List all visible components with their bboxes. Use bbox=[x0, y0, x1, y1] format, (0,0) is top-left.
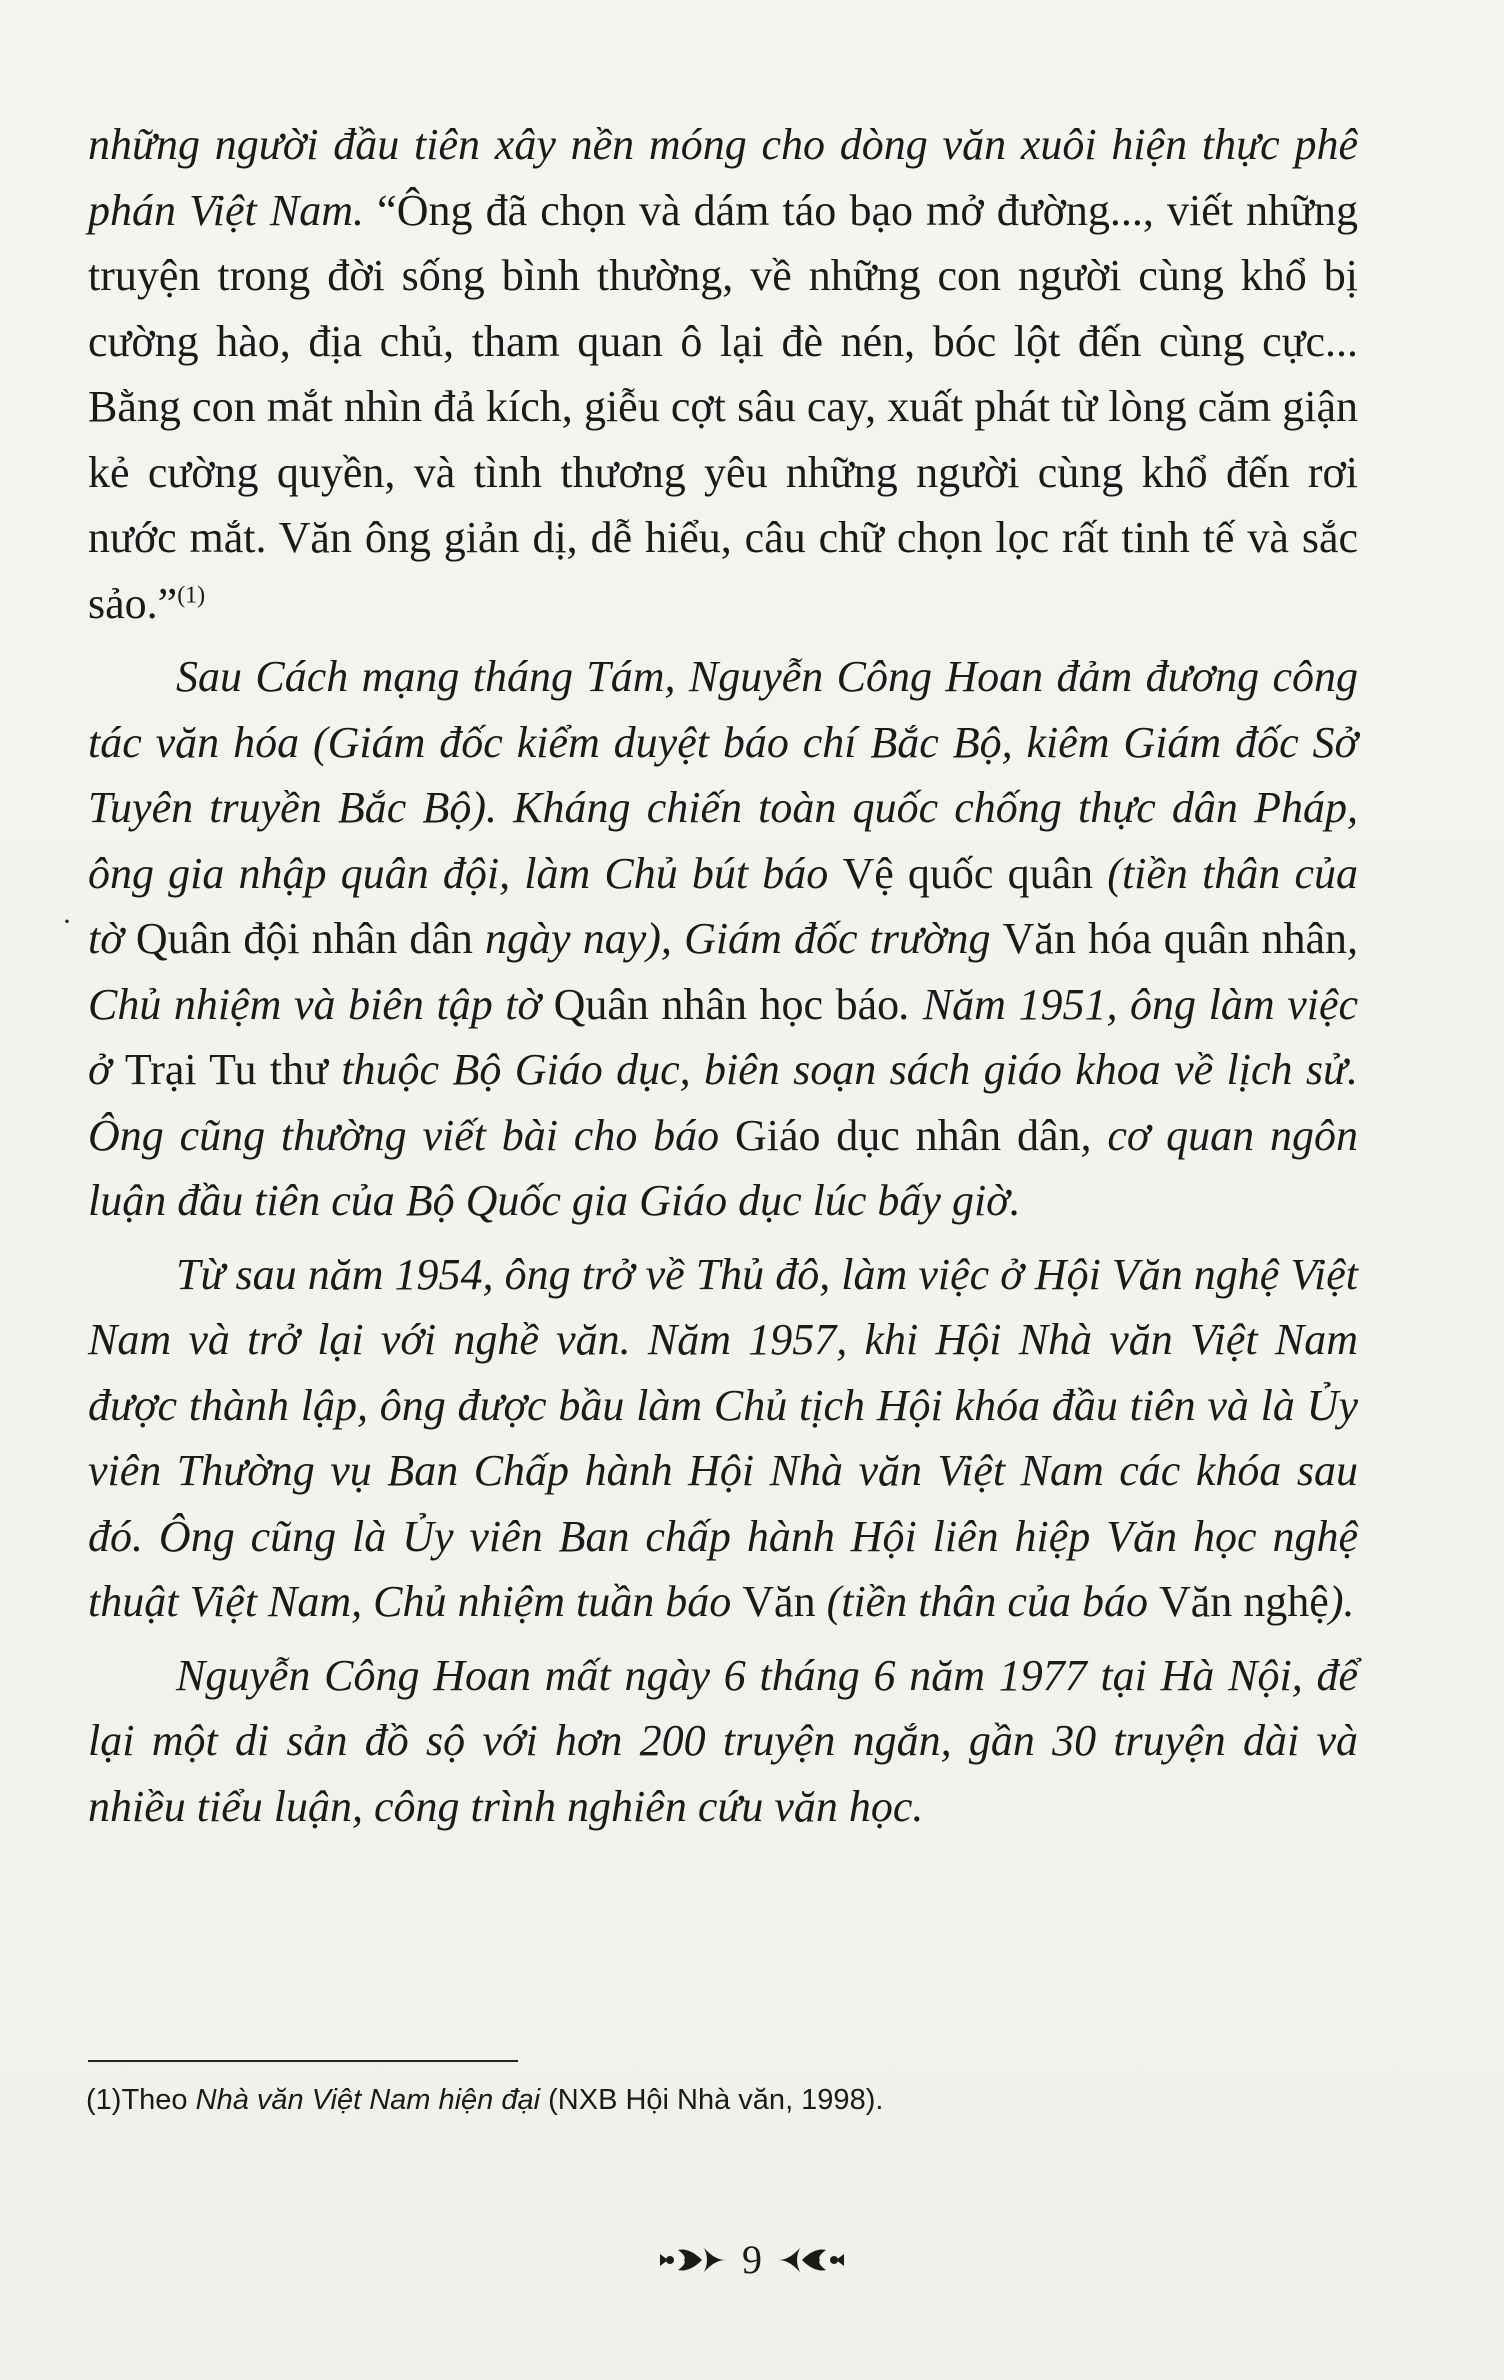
footnote-suffix: (NXB Hội Nhà văn, 1998). bbox=[540, 2084, 884, 2116]
paragraph-4-text: Nguyễn Công Hoan mất ngày 6 tháng 6 năm 1977 tại Hà Nội, để lại một di sản đồ sộ với hơn 200 truyện ngắn, gần 30 truyện dài và nhiều tiểu luận, công trình nghiên cứu văn học. bbox=[88, 1650, 1358, 1831]
paragraph-3-text: Từ sau năm 1954, ông trở về Thủ đô, làm việc ở Hội Văn nghệ Việt Nam và trở lại với nghề văn. Năm 1957, khi Hội Nhà văn Việt Nam được thành lập, ông được bầu làm Chủ tịch Hội khóa đầu tiên và là Ủy viên Thường vụ Ban Chấp hành Hội Nhà văn Việt Nam các khóa sau đó. Ông cũng là Ủy viên Ban chấp hành Hội liên hiệp Văn học nghệ thuật Việt Nam, Chủ nhiệm tuần báo bbox=[88, 1249, 1358, 1626]
left-ornament-icon bbox=[658, 2240, 728, 2280]
paragraph-3-text: ). bbox=[1328, 1577, 1355, 1626]
page-footer bbox=[0, 2225, 1504, 2295]
footnote-marker: (1) bbox=[86, 2084, 122, 2116]
page-number: 9 bbox=[742, 2237, 762, 2282]
newspaper-name: Quân nhân học báo bbox=[553, 979, 900, 1029]
margin-dot: · bbox=[62, 905, 72, 938]
school-name: Văn hóa quân nhân bbox=[1002, 914, 1347, 963]
newspaper-name: Vệ quốc quân bbox=[842, 848, 1094, 898]
newspaper-name: Giáo dục nhân dân bbox=[734, 1110, 1081, 1160]
paragraph-1-italic: những người đầu tiên xây nền móng cho dòng văn xuôi hiện thực phê phán Việt Nam. bbox=[88, 120, 1358, 235]
paragraph-2 bbox=[88, 644, 1358, 1234]
paragraph-2-text: , cơ quan ngôn luận đầu tiên của Bộ Quốc gia Giáo dục lúc bấy giờ. bbox=[88, 1110, 1358, 1225]
paragraph-2-text: thuộc Bộ Giáo dục, biên soạn sách giáo khoa về lịch sử. Ông cũng thường viết bài cho báo bbox=[88, 1045, 1359, 1160]
footnote-book-title: Nhà văn Việt Nam hiện đại bbox=[195, 2084, 541, 2116]
paragraph-2-text: ngày nay), Giám đốc trường bbox=[472, 914, 1003, 963]
paragraph-2-text: . Năm 1951, ông làm việc ở bbox=[88, 979, 1359, 1094]
footnote bbox=[86, 2080, 1356, 2120]
newspaper-name: Văn nghệ bbox=[1158, 1577, 1329, 1626]
paragraph-2-text: , Chủ nhiệm và biên tập tờ bbox=[88, 914, 1358, 1029]
paragraph-1-quote: “Ông đã chọn và dám táo bạo mở đường..., viết những truyện trong đời sống bình thường, về những con người cùng khổ bị cường hào, địa chủ, tham quan ô lại đè nén, bóc lột đến cùng cực... Bằng con mắt nhìn đả kích, giễu cợt sâu cay, xuất phát từ lòng căm giận kẻ cường quyền, và tình thương yêu những người cùng khổ đến rơi nước mắt. Văn ông giản dị, dễ hiểu, câu chữ chọn lọc rất tinh tế và sắc sảo.” bbox=[88, 185, 1358, 628]
paragraph-3 bbox=[88, 1242, 1358, 1635]
paragraph-2-text: (tiền thân của tờ bbox=[88, 848, 1358, 963]
newspaper-name: Văn bbox=[742, 1577, 816, 1626]
right-ornament-icon bbox=[776, 2240, 846, 2280]
paragraph-3-text: (tiền thân của báo bbox=[815, 1577, 1159, 1626]
footnote-prefix: Theo bbox=[121, 2084, 196, 2116]
paragraph-2-text: Sau Cách mạng tháng Tám, Nguyễn Công Hoan đảm đương công tác văn hóa (Giám đốc kiểm duyệt báo chí Bắc Bộ, kiêm Giám đốc Sở Tuyên truyền Bắc Bộ). Kháng chiến toàn quốc chống thực dân Pháp, ông gia nhập quân đội, làm Chủ bút báo bbox=[88, 652, 1358, 898]
body-text bbox=[88, 112, 1358, 1839]
paragraph-1 bbox=[88, 112, 1358, 636]
footnote-divider bbox=[88, 2060, 518, 2062]
newspaper-name: Quân đội nhân dân bbox=[135, 914, 473, 963]
institution-name: Trại Tu thư bbox=[124, 1045, 328, 1094]
footnote-reference[interactable]: (1) bbox=[177, 581, 206, 608]
paragraph-4 bbox=[88, 1643, 1358, 1840]
